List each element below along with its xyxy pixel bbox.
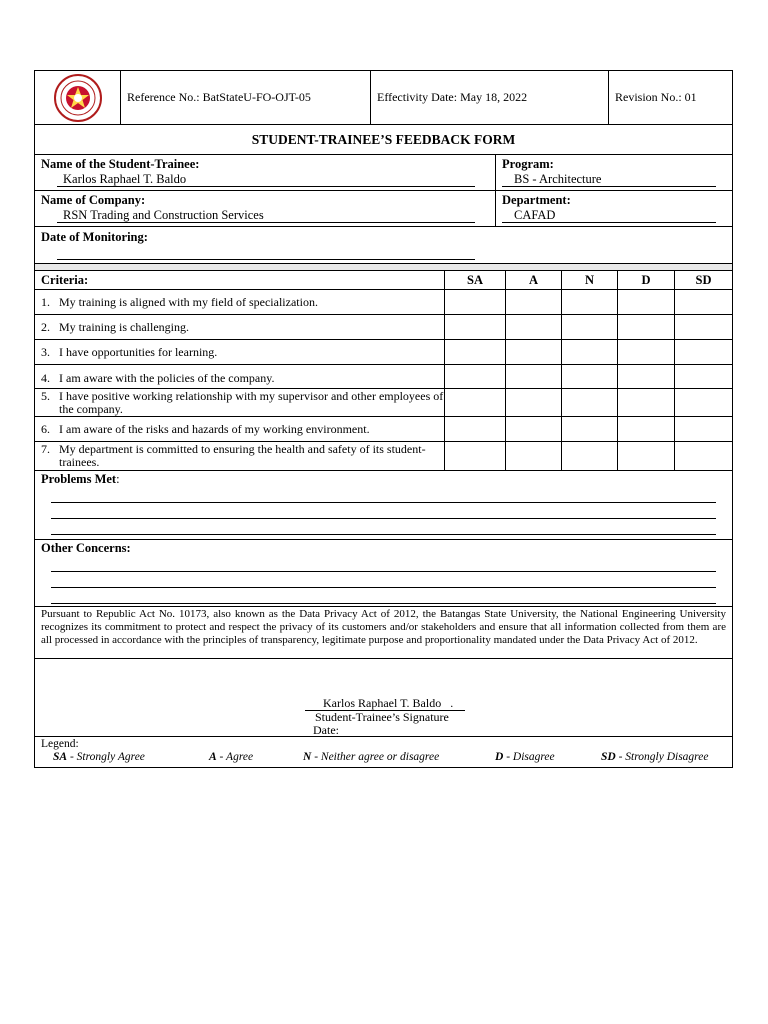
criteria-text: I am aware with the policies of the company. xyxy=(59,371,275,385)
legend-row xyxy=(35,737,732,767)
concerns-row xyxy=(35,540,732,607)
signature-name: Karlos Raphael T. Baldo xyxy=(323,696,442,710)
form-header xyxy=(35,71,732,125)
privacy-notice: Pursuant to Republic Act No. 10173, also known as the Data Privacy Act of 2012, the Batangas State University, the National Engineering University recognizes its commitment to protect and respect the privacy of its customers and/or stakeholders and ensure that all information collected from them are all processed in accordance with the principles of transparency, legitimate purpose and proportionality mandated under the Data Privacy Act of 2012. xyxy=(41,608,726,646)
company-row xyxy=(35,191,732,227)
department-field[interactable]: CAFAD xyxy=(514,208,556,222)
signature-name-suffix: . xyxy=(450,696,454,710)
rating-sd-cell[interactable] xyxy=(675,442,732,470)
problems-label: Problems Met xyxy=(41,472,117,486)
rating-sd-cell[interactable] xyxy=(675,290,732,314)
problems-line-1 xyxy=(51,502,716,503)
problems-row xyxy=(35,471,732,540)
rating-d-cell[interactable] xyxy=(618,365,675,388)
legend-item-a: A - Agree xyxy=(209,751,254,763)
rating-n-cell[interactable] xyxy=(562,290,618,314)
form-title: STUDENT-TRAINEE’S FEEDBACK FORM xyxy=(35,125,732,155)
rating-n-cell[interactable] xyxy=(562,417,618,441)
rating-n-cell[interactable] xyxy=(562,315,618,339)
signature-caption: Student-Trainee’s Signature xyxy=(315,710,449,724)
rating-a-cell[interactable] xyxy=(506,417,562,441)
signature-cell xyxy=(35,659,732,736)
criteria-number: 1. xyxy=(41,294,50,309)
legend-item-sa: SA - Strongly Agree xyxy=(53,751,145,763)
concerns-line-3 xyxy=(51,603,716,604)
department-underline xyxy=(502,222,716,223)
rating-a-cell[interactable] xyxy=(506,389,562,416)
effectivity-date: Effectivity Date: May 18, 2022 xyxy=(371,71,609,124)
privacy-row xyxy=(35,607,732,659)
company-label: Name of Company: xyxy=(41,193,146,207)
problems-cell[interactable] xyxy=(35,471,732,539)
column-n: N xyxy=(562,271,618,289)
criteria-text: I have positive working relationship with my supervisor and other employees of the company. xyxy=(59,389,444,416)
rating-a-cell[interactable] xyxy=(506,315,562,339)
column-sa: SA xyxy=(445,271,506,289)
company-field[interactable]: RSN Trading and Construction Services xyxy=(63,208,264,222)
rating-sd-cell[interactable] xyxy=(675,340,732,364)
problems-line-2 xyxy=(51,518,716,519)
reference-number: Reference No.: BatStateU-FO-OJT-05 xyxy=(121,71,371,124)
criteria-item-3 xyxy=(35,340,732,365)
rating-sd-cell[interactable] xyxy=(675,389,732,416)
concerns-line-1 xyxy=(51,571,716,572)
university-seal-icon xyxy=(53,73,103,123)
legend-item-n: N - Neither agree or disagree xyxy=(303,751,440,763)
concerns-line-2 xyxy=(51,587,716,588)
trainee-cell xyxy=(35,155,496,190)
logo-cell xyxy=(35,71,121,124)
column-sd: SD xyxy=(695,273,712,287)
rating-n-cell[interactable] xyxy=(562,389,618,416)
criteria-text: I am aware of the risks and hazards of my working environment. xyxy=(59,421,370,436)
legend-item-sd: SD - Strongly Disagree xyxy=(601,751,709,763)
criteria-text: My department is committed to ensuring the health and safety of its student-trainees. xyxy=(59,442,426,469)
company-cell xyxy=(35,191,496,226)
column-a: A xyxy=(506,271,562,289)
criteria-header: Criteria: xyxy=(35,271,445,289)
rating-d-cell[interactable] xyxy=(618,340,675,364)
program-cell xyxy=(496,155,732,190)
concerns-label: Other Concerns: xyxy=(41,541,131,555)
criteria-item-5 xyxy=(35,389,732,417)
rating-d-cell[interactable] xyxy=(618,442,675,470)
monitoring-row xyxy=(35,227,732,264)
problems-line-3 xyxy=(51,534,716,535)
trainee-name-field[interactable]: Karlos Raphael T. Baldo xyxy=(63,172,187,186)
rating-sd-cell[interactable] xyxy=(675,315,732,339)
rating-sa-cell[interactable] xyxy=(445,417,506,441)
rating-a-cell[interactable] xyxy=(506,340,562,364)
monitoring-field[interactable] xyxy=(41,245,726,259)
rating-sa-cell[interactable] xyxy=(445,315,506,339)
rating-n-cell[interactable] xyxy=(562,340,618,364)
criteria-header-row xyxy=(35,271,732,290)
criteria-item-1 xyxy=(35,290,732,315)
program-underline xyxy=(502,186,716,187)
criteria-number: 7. xyxy=(41,442,50,456)
problems-colon: : xyxy=(116,472,120,486)
rating-n-cell[interactable] xyxy=(562,365,618,388)
rating-sd-cell[interactable] xyxy=(675,417,732,441)
criteria-number: 3. xyxy=(41,344,50,359)
company-underline xyxy=(57,222,475,223)
legend-cell xyxy=(35,737,732,767)
rating-a-cell[interactable] xyxy=(506,290,562,314)
signature-row xyxy=(35,659,732,737)
program-field[interactable]: BS - Architecture xyxy=(514,172,602,186)
trainee-underline xyxy=(57,186,475,187)
monitoring-label: Date of Monitoring: xyxy=(41,230,148,244)
revision-number: Revision No.: 01 xyxy=(615,90,697,104)
department-cell xyxy=(496,191,732,226)
signature-date-label: Date: xyxy=(313,723,339,737)
feedback-form xyxy=(34,70,733,768)
legend-item-d: D - Disagree xyxy=(495,751,555,763)
criteria-item-7 xyxy=(35,442,732,471)
criteria-number: 4. xyxy=(41,371,50,385)
concerns-cell[interactable] xyxy=(35,540,732,606)
rating-d-cell[interactable] xyxy=(618,315,675,339)
trainee-label: Name of the Student-Trainee: xyxy=(41,157,200,171)
criteria-number: 2. xyxy=(41,319,50,334)
signature-name-field[interactable] xyxy=(305,697,465,711)
rating-sa-cell[interactable] xyxy=(445,290,506,314)
rating-sa-cell[interactable] xyxy=(445,442,506,470)
program-label: Program: xyxy=(502,157,554,171)
rating-d-cell[interactable] xyxy=(618,389,675,416)
section-separator xyxy=(35,264,732,271)
criteria-item-6 xyxy=(35,417,732,442)
rating-n-cell[interactable] xyxy=(562,442,618,470)
rating-a-cell[interactable] xyxy=(506,365,562,388)
criteria-item-4 xyxy=(35,365,732,389)
criteria-text: My training is challenging. xyxy=(59,319,189,334)
criteria-text: My training is aligned with my field of specialization. xyxy=(59,294,318,309)
rating-sa-cell[interactable] xyxy=(445,340,506,364)
criteria-number: 5. xyxy=(41,389,50,403)
monitoring-underline xyxy=(57,259,475,260)
rating-a-cell[interactable] xyxy=(506,442,562,470)
rating-sa-cell[interactable] xyxy=(445,389,506,416)
criteria-item-2 xyxy=(35,315,732,340)
rating-d-cell[interactable] xyxy=(618,417,675,441)
legend-label: Legend: xyxy=(41,738,79,750)
criteria-text: I have opportunities for learning. xyxy=(59,344,218,359)
rating-d-cell[interactable] xyxy=(618,290,675,314)
rating-sd-cell[interactable] xyxy=(675,365,732,388)
rating-sa-cell[interactable] xyxy=(445,365,506,388)
criteria-number: 6. xyxy=(41,421,50,436)
column-d: D xyxy=(618,271,675,289)
monitoring-cell xyxy=(35,227,732,263)
department-label: Department: xyxy=(502,193,571,207)
trainee-row xyxy=(35,155,732,191)
